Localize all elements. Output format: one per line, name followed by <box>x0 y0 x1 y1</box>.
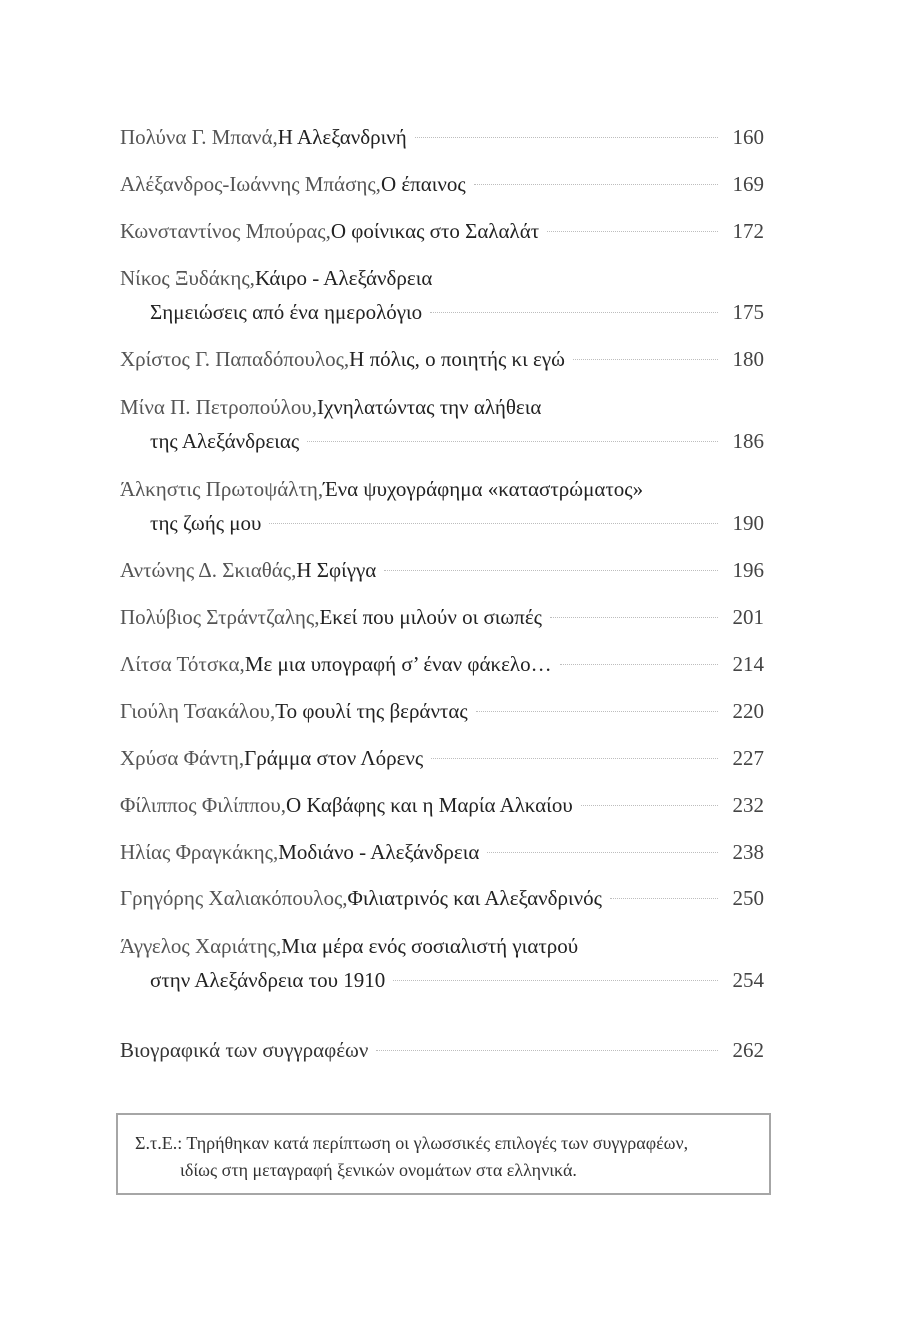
toc-author: Ηλίας Φραγκάκης, <box>120 840 279 864</box>
toc-author: Νίκος Ξυδάκης, <box>120 266 255 290</box>
toc-page-number: 227 <box>732 746 764 770</box>
toc-page-number: 169 <box>732 172 764 196</box>
toc-page-number: 190 <box>732 511 764 535</box>
toc-title: Ο έπαινος <box>380 172 466 196</box>
dot-leader <box>307 440 718 442</box>
toc-page-number: 180 <box>732 347 764 371</box>
dot-leader <box>560 663 718 665</box>
toc-page-number: 201 <box>732 605 764 629</box>
dot-leader <box>430 311 718 313</box>
toc-title-continued: της ζωής μου <box>150 511 262 535</box>
toc-title-continued: στην Αλεξάνδρεια του 1910 <box>150 968 386 992</box>
toc-page-number: 172 <box>732 219 764 243</box>
toc-title: Ιχνηλατώντας την αλήθεια <box>316 395 542 419</box>
toc-title: Μια μέρα ενός σοσιαλιστή γιατρού <box>281 934 579 958</box>
dot-leader <box>550 616 718 618</box>
toc-author: Γιούλη Τσακάλου, <box>120 699 276 723</box>
toc-entry <box>120 837 764 867</box>
toc-title-continued: της Αλεξάνδρειας <box>150 429 300 453</box>
toc-entry-continuation <box>150 965 764 995</box>
dot-leader <box>415 136 718 138</box>
dot-leader <box>573 358 718 360</box>
toc-entry-biographies <box>120 1035 764 1065</box>
toc-entry <box>120 392 764 422</box>
dot-leader <box>376 1049 718 1051</box>
dot-leader <box>581 804 718 806</box>
toc-author: Κωνσταντίνος Μπούρας, <box>120 219 331 243</box>
toc-page-number: 160 <box>732 125 764 149</box>
toc-page-number: 186 <box>732 429 764 453</box>
toc-author: Άλκηστις Πρωτοψάλτη, <box>120 477 324 501</box>
toc-entry <box>120 344 764 374</box>
toc-entry <box>120 169 764 199</box>
toc-entry-continuation <box>150 297 764 327</box>
toc-page-number: 196 <box>732 558 764 582</box>
toc-author: Αντώνης Δ. Σκιαθάς, <box>120 558 297 582</box>
toc-author: Μίνα Π. Πετροπούλου, <box>120 395 317 419</box>
toc-title: Η Σφίγγα <box>296 558 377 582</box>
dot-leader <box>487 851 718 853</box>
editor-note-line: Σ.τ.Ε.: Τηρήθηκαν κατά περίπτωση οι γλωσσικές επιλογές των συγγραφέων, <box>135 1133 689 1153</box>
toc-entry <box>120 696 764 726</box>
toc-page-number: 220 <box>732 699 764 723</box>
toc-entry <box>120 743 764 773</box>
toc-title: Φιλιατρινός και Αλεξανδρινός <box>347 886 602 910</box>
toc-title: Κάιρο - Αλεξάνδρεια <box>254 266 433 290</box>
toc-title: Ο φοίνικας στο Σαλαλάτ <box>330 219 540 243</box>
dot-leader <box>547 230 718 232</box>
toc-entry <box>120 122 764 152</box>
dot-leader <box>431 757 718 759</box>
toc-entry <box>120 216 764 246</box>
toc-page-number: 214 <box>732 652 764 676</box>
toc-page-number: 232 <box>732 793 764 817</box>
dot-leader <box>384 569 718 571</box>
toc-title: Με μια υπογραφή σ’ έναν φάκελο… <box>244 652 552 676</box>
toc-author: Φίλιππος Φιλίππου, <box>120 793 287 817</box>
toc-page-number: 238 <box>732 840 764 864</box>
toc-title-continued: Σημειώσεις από ένα ημερολόγιο <box>150 300 423 324</box>
toc-author: Χρίστος Γ. Παπαδόπουλος, <box>120 347 350 371</box>
dot-leader <box>393 979 718 981</box>
toc-entry-continuation <box>150 426 764 456</box>
toc-author: Αλέξανδρος-Ιωάννης Μπάσης, <box>120 172 381 196</box>
toc-title: Ένα ψυχογράφημα «καταστρώματος» <box>323 477 644 501</box>
toc-author: Γρηγόρης Χαλιακόπουλος, <box>120 886 348 910</box>
dot-leader <box>610 897 718 899</box>
toc-entry <box>120 602 764 632</box>
toc-page-number: 262 <box>732 1038 764 1062</box>
dot-leader <box>269 522 718 524</box>
dot-leader <box>476 710 718 712</box>
toc-entry <box>120 883 764 913</box>
toc-entry <box>120 474 764 504</box>
toc-author: Χρύσα Φάντη, <box>120 746 245 770</box>
editor-note-box <box>116 1113 771 1195</box>
toc-entry <box>120 649 764 679</box>
toc-title: Η Αλεξανδρινή <box>277 125 407 149</box>
editor-note-line: ιδίως στη μεταγραφή ξενικών ονομάτων στα ελληνικά. <box>180 1160 577 1180</box>
toc-title: Εκεί που μιλούν οι σιωπές <box>319 605 542 629</box>
toc-title: Ο Καβάφης και η Μαρία Αλκαίου <box>286 793 573 817</box>
dot-leader <box>474 183 718 185</box>
toc-entry <box>120 555 764 585</box>
toc-entry <box>120 263 764 293</box>
toc-entry-continuation <box>150 508 764 538</box>
toc-title: Βιογραφικά των συγγραφέων <box>120 1038 369 1062</box>
toc-entry <box>120 790 764 820</box>
toc-entry <box>120 931 764 961</box>
toc-page-number: 175 <box>732 300 764 324</box>
toc-title: Γράμμα στον Λόρενς <box>244 746 424 770</box>
toc-author: Πολύνα Γ. Μπανά, <box>120 125 278 149</box>
toc-title: Η πόλις, ο ποιητής κι εγώ <box>349 347 565 371</box>
toc-author: Πολύβιος Στράντζαλης, <box>120 605 320 629</box>
toc-page-number: 250 <box>732 886 764 910</box>
toc-author: Λίτσα Τότσκα, <box>120 652 245 676</box>
toc-page-number: 254 <box>732 968 764 992</box>
toc-author: Άγγελος Χαριάτης, <box>120 934 282 958</box>
toc-title: Μοδιάνο - Αλεξάνδρεια <box>278 840 480 864</box>
toc-title: Το φουλί της βεράντας <box>275 699 468 723</box>
